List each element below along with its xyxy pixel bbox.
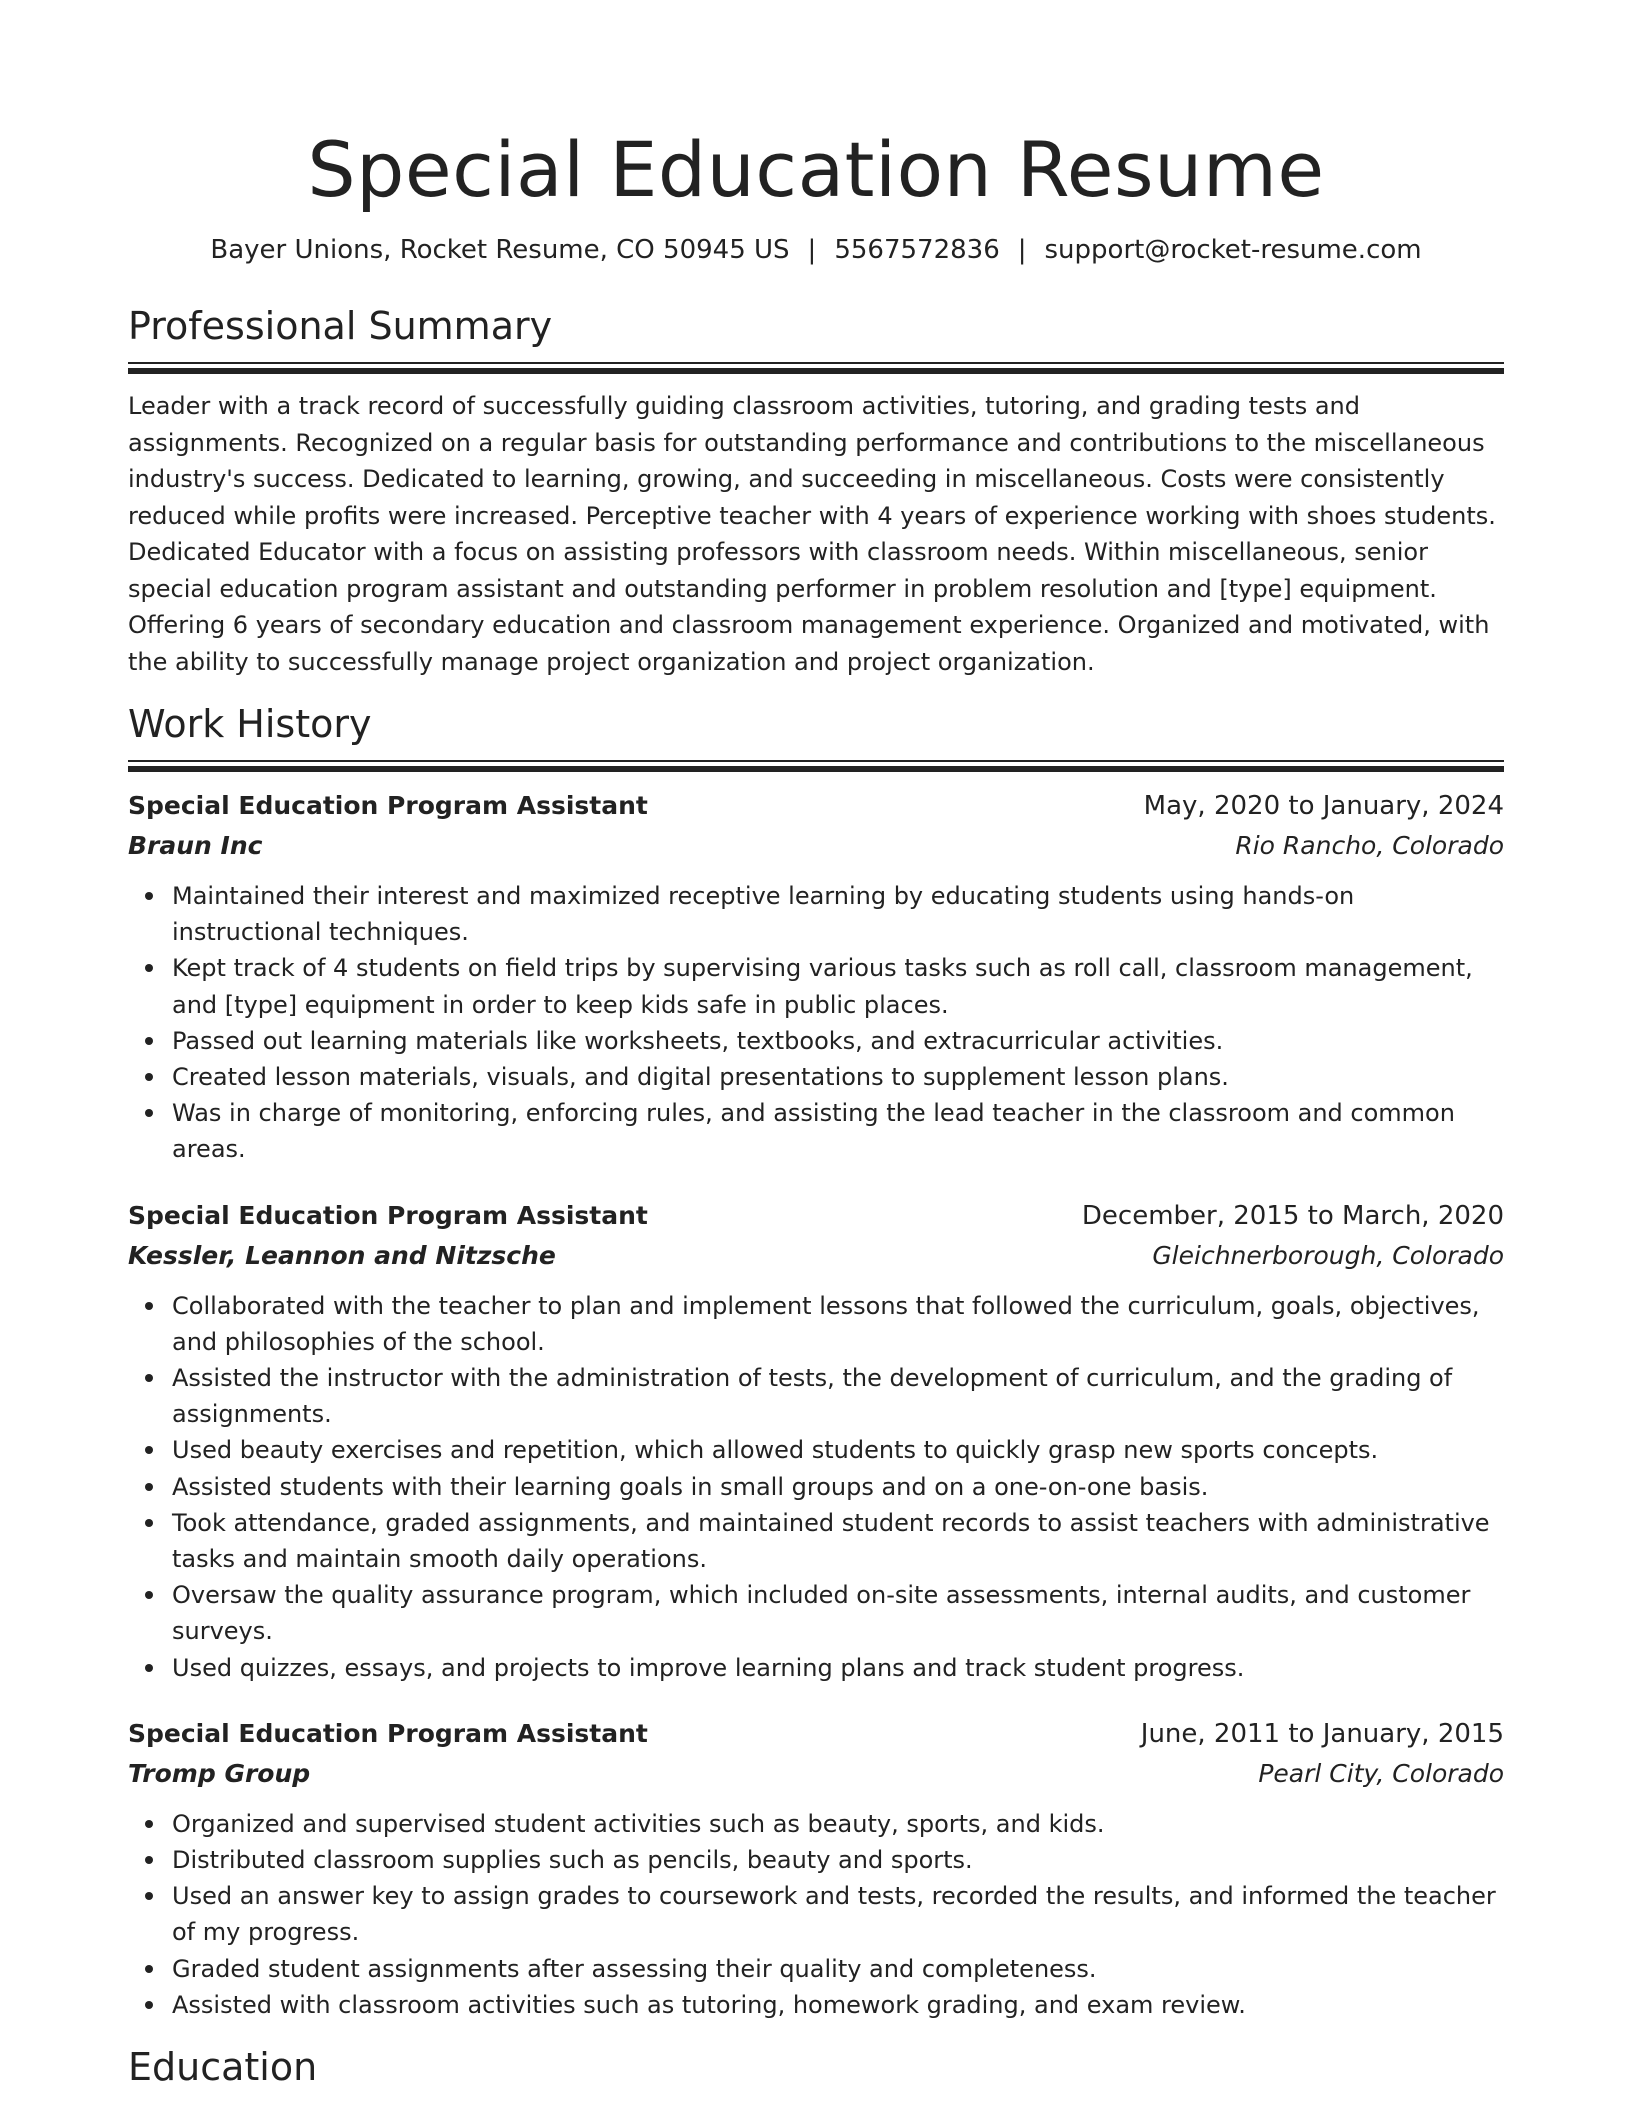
education-section [128, 2043, 1504, 2091]
job-location: Rio Rancho, Colorado [1235, 831, 1504, 860]
contact-email: support@rocket-resume.com [1044, 235, 1422, 265]
job-location: Pearl City, Colorado [1258, 1758, 1504, 1788]
job-entry [128, 786, 1504, 1168]
job-company: Tromp Group [128, 1758, 311, 1788]
job-company: Braun Inc [128, 831, 263, 860]
job-company: Kessler, Leannon and Nitzsche [128, 1240, 556, 1270]
job-bullet-list [128, 1806, 1504, 2023]
contact-separator: | [807, 235, 817, 265]
job-bullet: Assisted the instructor with the administration of tests, the development of curriculum, and the grading of assignments. [172, 1360, 1504, 1432]
job-company-row [128, 1236, 1504, 1276]
job-bullet: Assisted students with their learning goals in small groups and on a one-on-one basis. [172, 1469, 1504, 1505]
section-heading-education: Education [128, 2045, 318, 2090]
job-title: Special Education Program Assistant [128, 1200, 648, 1230]
summary-section [128, 302, 1504, 680]
job-bullet: Took attendance, graded assignments, and maintained student records to assist teachers with administrative tasks and maintain smooth daily operations. [172, 1505, 1504, 1577]
job-header-row [128, 1714, 1504, 1754]
job-bullet: Used an answer key to assign grades to coursework and tests, recorded the results, and informed the teacher of my progress. [172, 1878, 1504, 1950]
summary-text: Leader with a track record of successfully guiding classroom activities, tutoring, and grading tests and assignments. Recognized on a regular basis for outstanding performance and contributions to the miscellaneous industry's success. Dedicated to learning, growing, and succeeding in miscellaneous. Costs were consistently reduced while profits were increased. Perceptive teacher with 4 years of experience working with shoes students. Dedicated Educator with a focus on assisting professors with classroom needs. Within miscellaneous, senior special education program assistant and outstanding performer in problem resolution and [type] equipment. Offering 6 years of secondary education and classroom management experience. Organized and motivated, with the ability to successfully manage project organization and project organization. [128, 392, 1496, 676]
resume-page [128, 0, 1504, 2091]
job-bullet: Assisted with classroom activities such as tutoring, homework grading, and exam review. [172, 1987, 1504, 2023]
job-title: Special Education Program Assistant [128, 1718, 648, 1748]
job-bullet: Used quizzes, essays, and projects to improve learning plans and track student progress. [172, 1650, 1504, 1686]
work-history-section [128, 700, 1504, 2023]
job-bullet: Was in charge of monitoring, enforcing rules, and assisting the lead teacher in the classroom and common areas. [172, 1095, 1504, 1167]
job-bullet: Passed out learning materials like worksheets, textbooks, and extracurricular activities. [172, 1023, 1504, 1059]
job-company-row [128, 826, 1504, 866]
job-bullet: Kept track of 4 students on field trips by supervising various tasks such as roll call, classroom management, and [type] equipment in order to keep kids safe in public places. [172, 950, 1504, 1022]
job-title: Special Education Program Assistant [128, 791, 648, 820]
job-bullet: Graded student assignments after assessing their quality and completeness. [172, 1951, 1504, 1987]
job-header-row [128, 786, 1504, 826]
job-bullet: Organized and supervised student activities such as beauty, sports, and kids. [172, 1806, 1504, 1842]
contact-address: Bayer Unions, Rocket Resume, CO 50945 US [210, 235, 790, 265]
section-heading-work-history: Work History [128, 702, 372, 746]
job-location: Gleichnerborough, Colorado [1152, 1240, 1504, 1270]
job-entry [128, 1196, 1504, 1686]
section-divider [128, 362, 1504, 374]
job-bullet-list [128, 878, 1504, 1168]
resume-title: Special Education Resume [307, 125, 1325, 214]
contact-phone: 5567572836 [834, 235, 1000, 265]
section-heading-summary: Professional Summary [128, 304, 553, 348]
job-bullet: Maintained their interest and maximized receptive learning by educating students using hands-on instructional techniques. [172, 878, 1504, 950]
job-bullet: Collaborated with the teacher to plan and implement lessons that followed the curriculum, goals, objectives, and philosophies of the school. [172, 1288, 1504, 1360]
job-dates: December, 2015 to March, 2020 [1081, 1200, 1504, 1231]
job-bullet: Created lesson materials, visuals, and digital presentations to supplement lesson plans. [172, 1059, 1504, 1095]
job-dates: June, 2011 to January, 2015 [1140, 1718, 1504, 1749]
contact-separator: | [1017, 235, 1027, 265]
job-bullet: Oversaw the quality assurance program, which included on-site assessments, internal audits, and customer surveys. [172, 1577, 1504, 1649]
job-header-row [128, 1196, 1504, 1236]
section-divider [128, 760, 1504, 772]
job-bullet: Distributed classroom supplies such as pencils, beauty and sports. [172, 1842, 1504, 1878]
job-company-row [128, 1754, 1504, 1794]
job-entry [128, 1714, 1504, 2023]
job-dates: May, 2020 to January, 2024 [1143, 791, 1504, 821]
contact-line [128, 232, 1504, 268]
job-bullet-list [128, 1288, 1504, 1686]
job-bullet: Used beauty exercises and repetition, which allowed students to quickly grasp new sports concepts. [172, 1432, 1504, 1468]
